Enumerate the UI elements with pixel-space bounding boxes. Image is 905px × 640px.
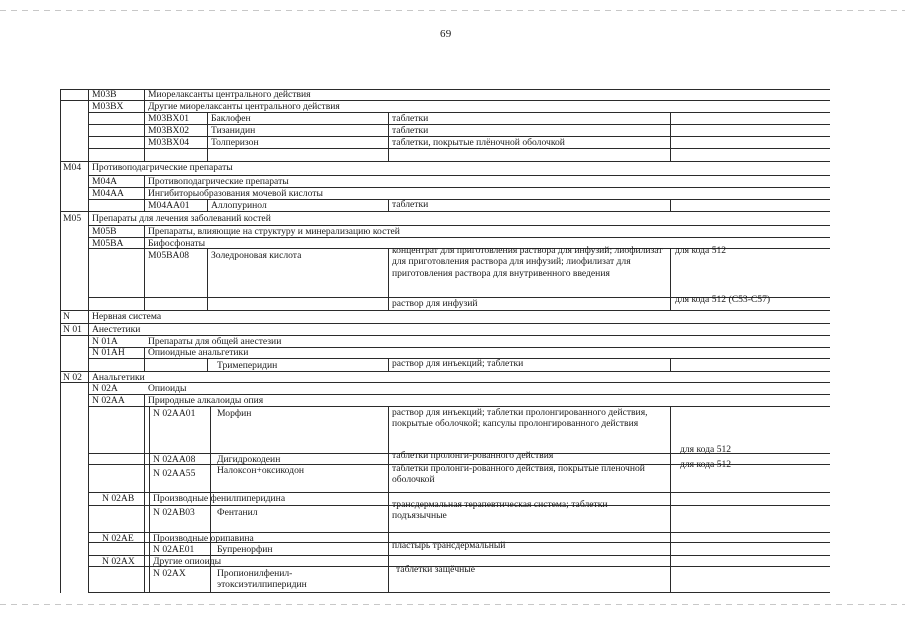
group-name: Препараты для лечения заболеваний костей: [92, 213, 271, 224]
rule: [88, 124, 830, 125]
drug-name: Золедроновая кислота: [211, 250, 302, 261]
atc-code: M04AA: [92, 188, 124, 199]
dosage-form: таблетки: [392, 199, 429, 210]
rule: [149, 406, 150, 593]
restriction-note: для кода 512: [675, 245, 727, 256]
rule: [144, 394, 145, 593]
atc-code: N 02AE01: [153, 544, 195, 555]
drug-classification-table: [60, 89, 830, 593]
group-name: Нервная система: [92, 311, 162, 322]
atc-code: M03BX04: [148, 137, 190, 148]
group-name: Другие миорелаксанты центрального действия: [148, 101, 340, 112]
atc-code: N 02AX: [102, 556, 135, 567]
atc-code: N 02AA: [92, 395, 125, 406]
atc-code: N 02A: [92, 383, 118, 394]
dosage-form: таблетки, покрытые плёночной оболочкой: [392, 137, 565, 148]
drug-name: Толперизон: [211, 137, 259, 148]
rule: [144, 175, 145, 211]
drug-name: Тримеперидин: [217, 360, 278, 371]
atc-code: M03BX02: [148, 125, 190, 136]
atc-code: N 02AA08: [153, 454, 196, 465]
rule: [60, 371, 830, 372]
group-name: Бифосфонаты: [148, 238, 206, 249]
group-name: Противоподагрические препараты: [92, 162, 233, 173]
group-name: Анестетики: [92, 324, 141, 335]
rule: [88, 592, 830, 593]
dosage-form: пластырь трансдермальный: [392, 540, 506, 551]
dosage-form: таблетки защёчные: [396, 564, 475, 575]
drug-name: Дигидрокодеин: [217, 454, 281, 465]
dosage-form: таблетки: [392, 113, 429, 124]
drug-name: Бупренорфин: [217, 544, 273, 555]
atc-code: M03B: [92, 89, 117, 100]
rule: [670, 358, 671, 371]
rule: [388, 358, 389, 371]
rule: [388, 248, 389, 310]
restriction-note: для кода 512: [680, 459, 732, 470]
atc-code: M04A: [92, 176, 118, 187]
scan-artifact-top: [0, 10, 905, 11]
atc-code: N 02AA55: [153, 468, 196, 479]
dosage-form: концентрат для приготовления раствора для инфузий; лиофилизат для приготовления раствора для инфузий; лиофилизат для приготовления раствора для внутривенного введения: [392, 245, 663, 279]
rule: [60, 323, 830, 324]
atc-code: N 01AH: [92, 347, 125, 358]
rule: [670, 248, 671, 310]
group-name: Анальгетики: [92, 372, 145, 383]
drug-name: Пропионилфенил-этоксиэтилпиперидин: [217, 568, 307, 591]
restriction-note: для кода 512: [680, 444, 732, 455]
rule: [670, 112, 671, 161]
rule: [60, 89, 61, 593]
dosage-form: раствор для инъекций; таблетки пролонгированного действия, покрытые оболочкой; капсулы пролонгированного действия: [392, 407, 648, 430]
group-name: Производные фенилпиперидина: [153, 493, 286, 504]
rule: [144, 89, 145, 161]
atc-code: M05B: [92, 226, 117, 237]
drug-name: Аллопуринол: [211, 200, 267, 211]
drug-name: Морфин: [217, 408, 252, 419]
restriction-note: для кода 512 (C53-C57): [675, 294, 771, 305]
atc-code: M05: [63, 213, 82, 224]
dosage-form: раствор для инфузий: [392, 298, 478, 309]
group-name: Противоподагрические препараты: [148, 176, 289, 187]
rule: [144, 225, 145, 311]
group-name: Ингибиторыобразования мочевой кислоты: [148, 188, 323, 199]
atc-code: M05BA: [92, 238, 124, 249]
atc-code: M04: [63, 162, 82, 173]
dosage-form: раствор для инъекций; таблетки: [392, 358, 524, 369]
atc-code: N 01: [63, 324, 82, 335]
dosage-form: таблетки пролонги-рованного действия: [392, 450, 554, 461]
dosage-form: таблетки пролонги-рованного действия, покрытые пленочной оболочкой: [392, 463, 645, 486]
drug-name: Баклофен: [211, 113, 251, 124]
atc-code: N 02AE: [102, 533, 134, 544]
atc-code: M03BX: [92, 101, 124, 112]
group-name: Препараты для общей анестезии: [148, 336, 282, 347]
atc-code: N: [63, 311, 70, 322]
dosage-form: таблетки: [392, 125, 429, 136]
atc-code: N 02AX: [153, 568, 186, 579]
group-name: Препараты, влияющие на структуру и минерализацию костей: [148, 226, 400, 237]
rule: [207, 199, 208, 211]
rule: [88, 89, 89, 593]
rule: [670, 406, 671, 593]
drug-name: Фентанил: [217, 507, 258, 518]
atc-code: N 02AB03: [153, 507, 195, 518]
atc-code: N 02: [63, 372, 82, 383]
rule: [388, 112, 389, 161]
group-name: Природные алкалоиды опия: [148, 395, 264, 406]
rule: [60, 310, 830, 311]
atc-code: M04AA01: [148, 200, 190, 211]
group-name: Производные орипавина: [153, 533, 254, 544]
scan-artifact-bottom: [0, 604, 905, 605]
rule: [207, 112, 208, 161]
group-name: Другие опиоиды: [153, 556, 222, 567]
drug-name: Налоксон+оксикодон: [217, 465, 304, 476]
rule: [670, 199, 671, 211]
rule: [207, 248, 208, 310]
rule: [388, 406, 389, 593]
atc-code: N 01A: [92, 336, 118, 347]
rule: [388, 199, 389, 211]
atc-code: M05BA08: [148, 250, 190, 261]
group-name: Опиоидные анальгетики: [148, 347, 249, 358]
rule: [207, 358, 208, 371]
drug-name: Тизанидин: [211, 125, 256, 136]
rule: [144, 347, 145, 371]
atc-code: M03BX01: [148, 113, 190, 124]
group-name: Миорелаксанты центрального действия: [148, 89, 311, 100]
atc-code: N 02AB: [102, 493, 135, 504]
group-name: Опиоиды: [148, 383, 187, 394]
page-number: 69: [440, 28, 452, 40]
dosage-form: трансдермальная терапевтическая система; таблетки подъязычные: [392, 499, 608, 522]
atc-code: N 02AA01: [153, 408, 196, 419]
